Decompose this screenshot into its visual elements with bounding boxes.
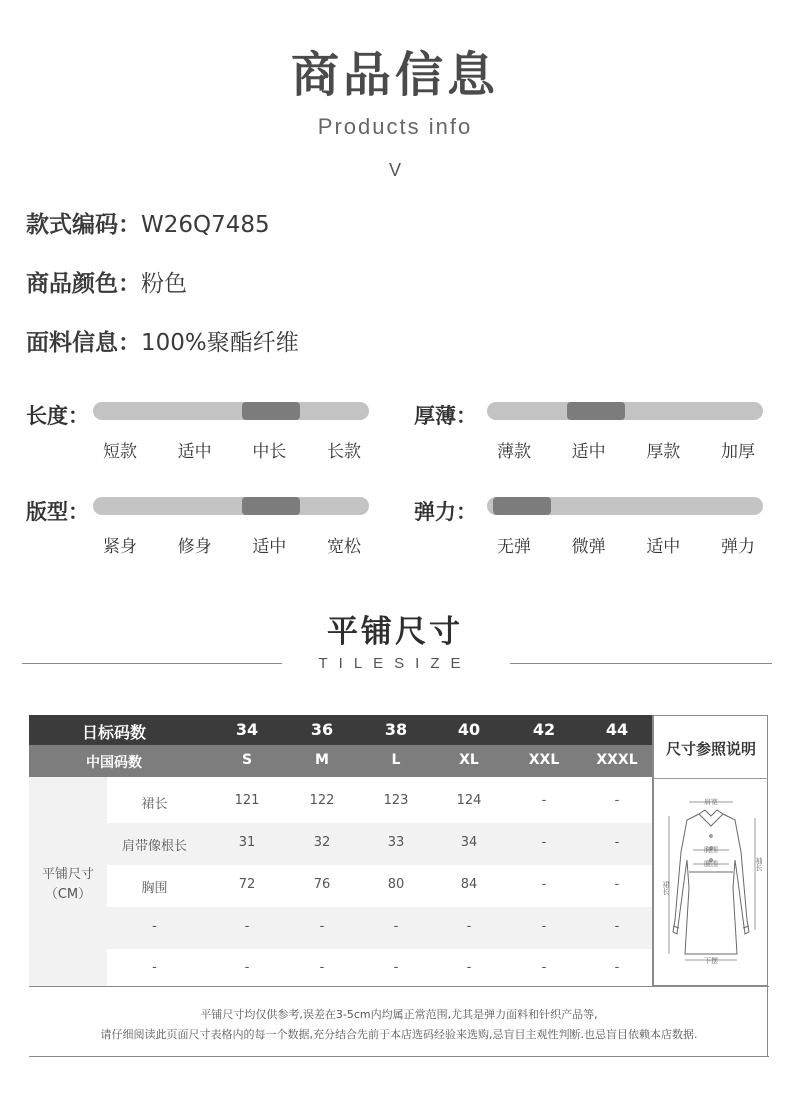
- row-cell: -: [614, 960, 620, 975]
- row-cell: 31: [238, 835, 256, 850]
- length-scale-indicator: [242, 402, 300, 420]
- row-name: 裙长: [141, 797, 168, 812]
- jp-size-cell: 34: [235, 720, 259, 739]
- row-cell: -: [614, 835, 620, 850]
- size-reference-divider: [654, 778, 768, 779]
- table-row: [107, 907, 652, 949]
- fit-option: 修身: [177, 537, 212, 557]
- row-cell: -: [541, 960, 547, 975]
- row-cell: 32: [313, 835, 331, 850]
- fit-scale-indicator: [242, 497, 300, 515]
- group-label-unit: （CM）: [44, 887, 92, 902]
- fit-scale-track: [93, 497, 369, 515]
- jp-size-label: 日标码数: [81, 723, 146, 742]
- divider-right: [510, 663, 772, 664]
- cn-size-cell: XXL: [528, 752, 560, 768]
- cn-size-cell: XXXL: [596, 752, 638, 768]
- thickness-option: 加厚: [720, 442, 755, 462]
- size-reference-panel: [652, 715, 768, 986]
- thickness-scale-label: 厚薄：: [414, 404, 477, 428]
- table-row: [107, 823, 652, 865]
- stretch-option: 适中: [646, 537, 681, 557]
- cn-size-cell: XL: [459, 752, 479, 768]
- table-bottom-border: [29, 986, 769, 987]
- length-option: 短款: [103, 442, 137, 462]
- row-cell: 76: [313, 877, 331, 892]
- stretch-scale-indicator: [493, 497, 551, 515]
- length-option: 适中: [177, 442, 212, 462]
- jp-size-cell: 44: [605, 720, 629, 739]
- color-line: [26, 265, 187, 298]
- stretch-scale-options: [484, 532, 768, 557]
- color-value: 粉色: [141, 271, 187, 297]
- jp-size-cell: 40: [457, 720, 481, 739]
- size-section-title: 平铺尺寸: [327, 614, 463, 650]
- sleeve-label: 袖长: [755, 857, 763, 871]
- fit-option: 紧身: [103, 537, 137, 557]
- row-cell: 33: [387, 835, 405, 850]
- fit-scale-label: 版型：: [26, 500, 89, 524]
- row-cell: 84: [460, 877, 478, 892]
- thickness-option: 薄款: [497, 442, 531, 462]
- chest-label: 胸围: [704, 846, 718, 854]
- row-cell: -: [319, 919, 325, 934]
- waist-label: 腰围: [704, 860, 718, 868]
- table-header-cn-sizes: [29, 745, 652, 777]
- stretch-scale-label: 弹力：: [414, 500, 477, 524]
- cn-size-cell: S: [241, 752, 253, 768]
- size-table: [29, 715, 769, 1057]
- cn-size-label: 中国码数: [86, 755, 142, 771]
- cn-size-cell: L: [391, 752, 401, 768]
- row-cell: -: [541, 919, 547, 934]
- row-cell: -: [466, 960, 472, 975]
- row-cell: -: [541, 877, 547, 892]
- thickness-option: 适中: [571, 442, 606, 462]
- fit-scale-options: [90, 532, 374, 557]
- length-option: 中长: [252, 442, 287, 462]
- length-option: 长款: [326, 442, 361, 462]
- color-label: 商品颜色：: [26, 271, 141, 297]
- page-subtitle: Products info: [317, 114, 473, 139]
- group-label: [29, 865, 107, 905]
- row-cell: -: [244, 960, 250, 975]
- row-cell: 80: [387, 877, 405, 892]
- shoulder-label: 肩宽: [704, 798, 718, 806]
- row-cell: -: [393, 919, 399, 934]
- cn-size-cell: M: [315, 752, 329, 768]
- table-row: [107, 948, 652, 990]
- style-code-label: 款式编码：: [26, 212, 141, 238]
- row-cell: -: [319, 960, 325, 975]
- fabric-value: 100%聚酯纤维: [141, 330, 299, 356]
- size-note-line-2: 请仔细阅读此页面尺寸表格内的每一个数据,充分结合先前于本店选码经验来选购,忌盲目主观性判断.也忌盲目依赖本店数据.: [100, 1028, 698, 1041]
- hem-label: 下摆: [704, 957, 718, 965]
- table-group-cell: [29, 777, 107, 986]
- table-row: [107, 781, 652, 823]
- fit-option: 适中: [252, 537, 287, 557]
- fabric-label: 面料信息：: [26, 330, 141, 356]
- thickness-option: 厚款: [646, 442, 681, 462]
- stretch-option: 无弹: [497, 537, 531, 557]
- row-name: -: [152, 919, 157, 934]
- row-name: 胸围: [141, 881, 168, 896]
- row-cell: 124: [456, 793, 482, 808]
- thickness-scale-indicator: [567, 402, 625, 420]
- table-row: [107, 865, 652, 907]
- length-label: 裙长: [662, 881, 670, 895]
- row-cell: 122: [309, 793, 335, 808]
- row-cell: -: [541, 835, 547, 850]
- row-name: 肩带像根长: [121, 839, 187, 854]
- dress-diagram: [655, 792, 767, 967]
- length-scale-track: [93, 402, 369, 420]
- length-scale-options: [90, 437, 374, 462]
- style-code-value: W26Q7485: [141, 212, 270, 238]
- jp-size-cell: 38: [384, 720, 408, 739]
- row-cell: 123: [383, 793, 409, 808]
- size-note-line-1: 平铺尺寸均仅供参考,误差在3-5cm内均属正常范围,尤其是弹力面料和针织产品等,: [200, 1008, 598, 1021]
- row-cell: 72: [238, 877, 256, 892]
- stretch-scale-track: [487, 497, 763, 515]
- row-cell: -: [466, 919, 472, 934]
- style-code-line: [26, 206, 270, 239]
- thickness-scale-options: [484, 437, 768, 462]
- fabric-line: [26, 324, 299, 357]
- table-header-jp-sizes: [29, 715, 652, 745]
- row-cell: 34: [460, 835, 478, 850]
- row-name: -: [152, 960, 157, 975]
- jp-size-cell: 42: [532, 720, 556, 739]
- row-cell: -: [541, 793, 547, 808]
- group-label-text: 平铺尺寸: [41, 867, 94, 882]
- page-title: 商品信息: [290, 47, 499, 103]
- chevron-down-icon: V: [388, 160, 401, 180]
- table-footer-border: [29, 1056, 769, 1057]
- row-cell: -: [244, 919, 250, 934]
- fit-option: 宽松: [326, 537, 361, 557]
- jp-size-cell: 36: [310, 720, 334, 739]
- size-reference-title: 尺寸参照说明: [665, 740, 756, 758]
- thickness-scale-track: [487, 402, 763, 420]
- size-section-subtitle: TILESIZE: [318, 655, 472, 672]
- row-cell: -: [393, 960, 399, 975]
- stretch-option: 微弹: [571, 537, 606, 557]
- row-cell: -: [614, 919, 620, 934]
- length-scale-label: 长度：: [26, 404, 89, 428]
- row-cell: 121: [234, 793, 260, 808]
- stretch-option: 弹力: [720, 537, 755, 557]
- row-cell: -: [614, 793, 620, 808]
- row-cell: -: [614, 877, 620, 892]
